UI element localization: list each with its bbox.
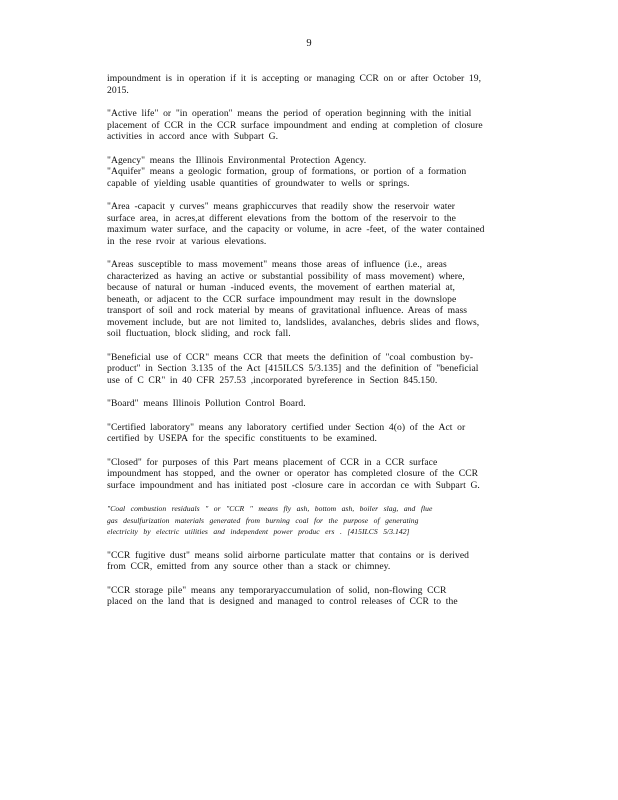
text-line: transport of soil and rock material by means of gravitational influence. Areas of mass xyxy=(107,305,468,316)
definition-aquifer xyxy=(107,166,529,189)
text-line: placement of CCR in the CCR surface impoundment and ending at completion of closure xyxy=(107,119,483,131)
text-line: "Agency" means the Illinois Environmental Protection Agency. xyxy=(107,154,367,166)
text-line: capable of yielding usable quantities of groundwater to wells or springs. xyxy=(107,177,410,189)
text-line: activities in accord ance with Subpart G. xyxy=(107,131,279,142)
text-line: "CCR storage pile" means any temporaryaccumulation of solid, non-flowing CCR xyxy=(107,584,447,596)
text-line: surface impoundment and has initiated post -closure care in accordan ce with Subpart G. xyxy=(107,479,480,491)
text-line: surface area, in acres,at different elevations from the bottom of the reservoir to the xyxy=(107,212,456,224)
text-line: maximum water surface, and the capacity or volume, in acre -feet, of the water contained xyxy=(107,224,485,235)
text-line: product" in Section 3.135 of the Act [415ILCS 5/3.135] and the definition of "beneficial xyxy=(107,363,479,374)
text-line: "Beneficial use of CCR" means CCR that meets the definition of "coal combustion by- xyxy=(107,351,474,363)
text-line: "Closed" for purposes of this Part means placement of CCR in a CCR surface xyxy=(107,456,438,468)
definition-closed xyxy=(107,457,529,492)
text-line: "Aquifer" means a geologic formation, group of formations, or portion of a formation xyxy=(107,166,467,177)
document-body xyxy=(107,73,529,620)
text-line: "Certified laboratory" means any laboratory certified under Section 4(o) of the Act or xyxy=(107,421,466,433)
text-line: because of natural or human -induced events, the movement of earthen material at, xyxy=(107,282,455,293)
text-line: "Areas susceptible to mass movement" means those areas of influence (i.e., areas xyxy=(107,259,447,270)
text-line: impoundment is in operation if it is accepting or managing CCR on or after October 19, xyxy=(107,73,482,84)
definition-ccr-fugitive-dust xyxy=(107,550,529,573)
text-line: electricity by electric utilities and independent power produc ers . [415ILCS 5/3.142] xyxy=(107,527,410,536)
text-line: placed on the land that is designed and managed to control releases of CCR to the xyxy=(107,596,458,607)
text-line: 2015. xyxy=(107,84,129,96)
text-line: certified by USEPA for the specific constituents to be examined. xyxy=(107,433,377,444)
text-line: "CCR fugitive dust" means solid airborne particulate matter that contains or is derived xyxy=(107,549,470,561)
text-line: gas desulfurization materials generated from burning coal for the purpose of generating xyxy=(107,515,419,525)
definition-agency xyxy=(107,155,529,167)
text-line: from CCR, emitted from any source other than a stack or chimney. xyxy=(107,561,391,572)
definition-ccr-storage-pile xyxy=(107,585,529,608)
definition-areas-susceptible xyxy=(107,259,529,340)
text-line: soil fluctuation, block sliding, and rock fall. xyxy=(107,328,291,339)
definition-certified-laboratory xyxy=(107,422,529,445)
text-line: movement include, but are not limited to, landslides, avalanches, debris slides and flows, xyxy=(107,316,480,328)
text-line: in the rese rvoir at various elevations. xyxy=(107,235,267,247)
text-line: "Area -capacit y curves" means graphiccurves that readily show the reservoir water xyxy=(107,201,456,212)
definition-active-life xyxy=(107,108,529,143)
definition-beneficial-use xyxy=(107,352,529,387)
definition-board xyxy=(107,398,529,410)
text-line: use of C CR" in 40 CFR 257.53 ,incorporated byreference in Section 845.150. xyxy=(107,374,438,386)
text-line: "Coal combustion residuals " or "CCR " means fly ash, bottom ash, boiler slag, and flue xyxy=(107,504,433,513)
text-line: "Active life" or "in operation" means the period of operation beginning with the initial xyxy=(107,108,472,119)
text-line: characterized as having an active or substantial possibility of mass movement) where, xyxy=(107,270,465,282)
text-line: impoundment has stopped, and the owner or operator has completed closure of the CCR xyxy=(107,468,479,479)
definition-area-capacity-curves xyxy=(107,201,529,247)
page-number: 9 xyxy=(306,38,312,49)
text-line: beneath, or adjacent to the CCR surface impoundment may result in the downslope xyxy=(107,293,457,305)
text-line: "Board" means Illinois Pollution Control Board. xyxy=(107,398,306,409)
definition-coal-combustion-residuals xyxy=(107,503,529,538)
paragraph-in-operation-continued xyxy=(107,73,529,96)
